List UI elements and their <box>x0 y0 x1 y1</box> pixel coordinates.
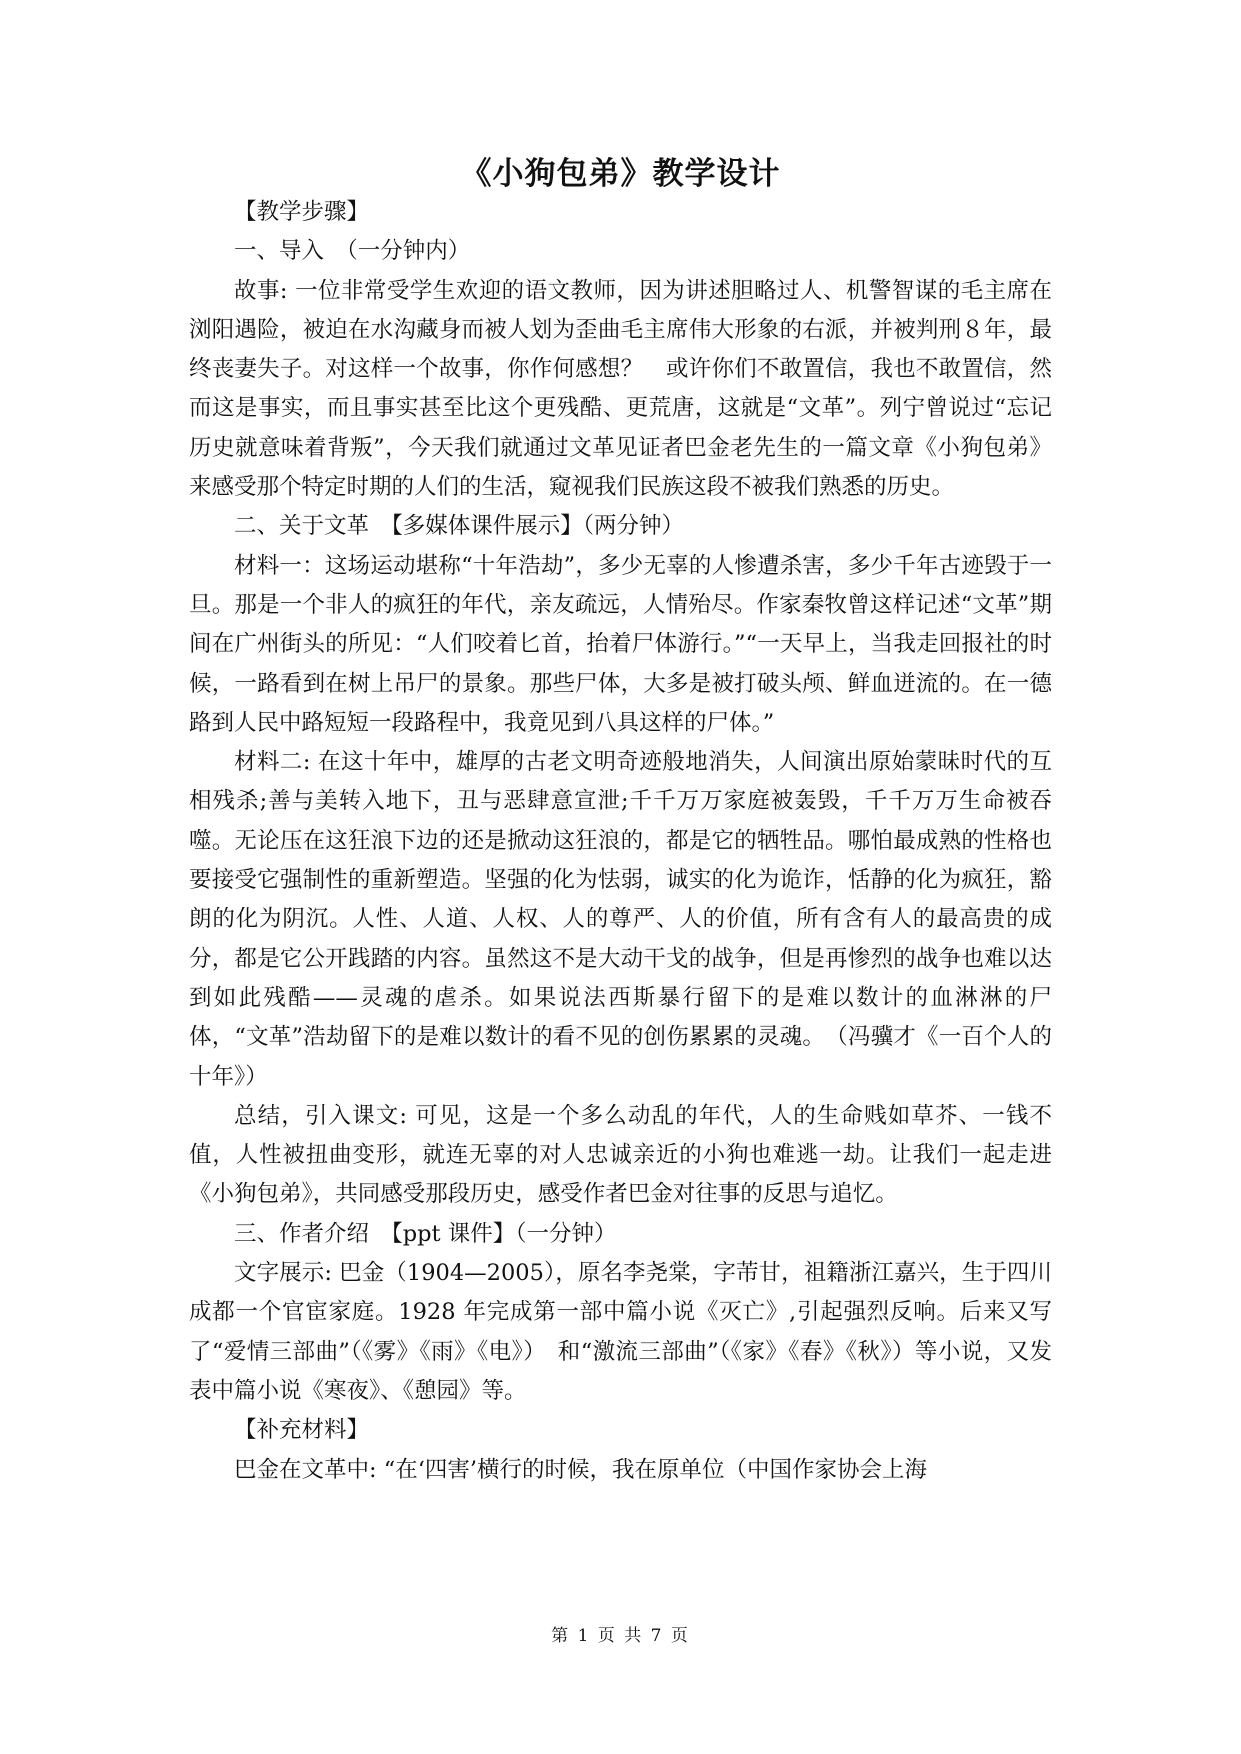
page-footer <box>0 1621 1241 1646</box>
paragraph-material-one: 材料一：这场运动堪称“十年浩劫”，多少无辜的人惨遭杀害，多少千年古迹毁于一旦。那是一个非人的疯狂的年代，亲友疏远，人情殆尽。作家秦牧曾这样记述“文革”期间在广州街头的所见：“人们咬着匕首，抬着尸体游行。”“一天早上，当我走回报社的时候，一路看到在树上吊尸的景象。那些尸体，大多是被打破头颅、鲜血迸流的。在一德路到人民中路短短一段路程中，我竟见到八具这样的尸体。” <box>189 552 1052 736</box>
footer-page-number: 1 <box>577 1626 591 1646</box>
section-heading-supplementary-material: 【补充材料】 <box>234 1417 370 1444</box>
paragraph-story: 故事: 一位非常受学生欢迎的语文教师，因为讲述胆略过人、机警智谋的毛主席在浏阳遇险，被迫在水沟藏身而被人划为歪曲毛主席伟大形象的右派，并被判刑８年，最终丧妻失子。对这样一个故事，你作何感想？ 或许你们不敢置信，我也不敢置信，然而这是事实，而且事实甚至比这个更残酷、更荒唐，这就是“文革”。列宁曾说过“忘记历史就意味着背叛”，今天我们就通过文革见证者巴金老先生的一篇文章《小狗包弟》来感受那个特定时期的人们的生活，窥视我们民族这段不被我们熟悉的历史。 <box>189 277 1052 501</box>
section-heading-introduction: 一、导入 （一分钟内） <box>234 238 471 265</box>
paragraph-supplementary: 巴金在文革中: “在‘四害’横行的时候，我在原单位（中国作家协会上海 <box>234 1456 928 1483</box>
section-heading-about-cultural-revolution: 二、关于文革 【多媒体课件展示】（两分钟） <box>234 513 685 540</box>
paragraph-author-text: 文字展示: 巴金（1904—2005），原名李尧棠，字芾甘，祖籍浙江嘉兴，生于四川成都一个官宦家庭。1928 年完成第一部中篇小说《灭亡》,引起强烈反响。后来又写了“爱情三部曲”（《雾》《雨》《电》） 和“激流三部曲”（《家》《春》《秋》）等小说，又发表中篇小说《寒夜》、《憩园》等。 <box>189 1260 1052 1404</box>
document-body <box>189 193 1052 1490</box>
section-heading-teaching-steps: 【教学步骤】 <box>234 199 370 225</box>
footer-middle: 页 共 <box>597 1626 644 1646</box>
document-title: 《小狗包弟》教学设计 <box>460 156 781 192</box>
paragraph-material-two: 材料二: 在这十年中，雄厚的古老文明奇迹般地消失，人间演出原始蒙昧时代的互相残杀;善与美转入地下，丑与恶肆意宣泄;千千万万家庭被轰毁，千千万万生命被吞噬。无论压在这狂浪下边的还是掀动这狂浪的，都是它的牺牲品。哪怕最成熟的性格也要接受它强制性的重新塑造。坚强的化为怯弱，诚实的化为诡诈，恬静的化为疯狂，豁朗的化为阴沉。人性、人道、人权、人的尊严、人的价值，所有含有人的最高贵的成分，都是它公开践踏的内容。虽然这不是大动干戈的战争，但是再惨烈的战争也难以达到如此残酷——灵魂的虐杀。如果说法西斯暴行留下的是难以数计的血淋淋的尸体，“文革”浩劫留下的是难以数计的看不见的创伤累累的灵魂。 （冯骥才《一百个人的十年》） <box>189 749 1052 1090</box>
footer-page-total: 7 <box>650 1626 664 1646</box>
paragraph-summary: 总结，引入课文: 可见，这是一个多么动乱的年代，人的生命贱如草芥、一钱不值，人性被扭曲变形，就连无辜的对人忠诚亲近的小狗也难逃一劫。让我们一起走进《小狗包弟》，共同感受那段历史，感受作者巴金对往事的反思与追忆。 <box>189 1102 1052 1208</box>
section-heading-author-introduction: 三、作者介绍 【ppt 课件】（一分钟） <box>234 1220 617 1247</box>
footer-suffix: 页 <box>670 1626 690 1646</box>
footer-prefix: 第 <box>551 1626 571 1646</box>
